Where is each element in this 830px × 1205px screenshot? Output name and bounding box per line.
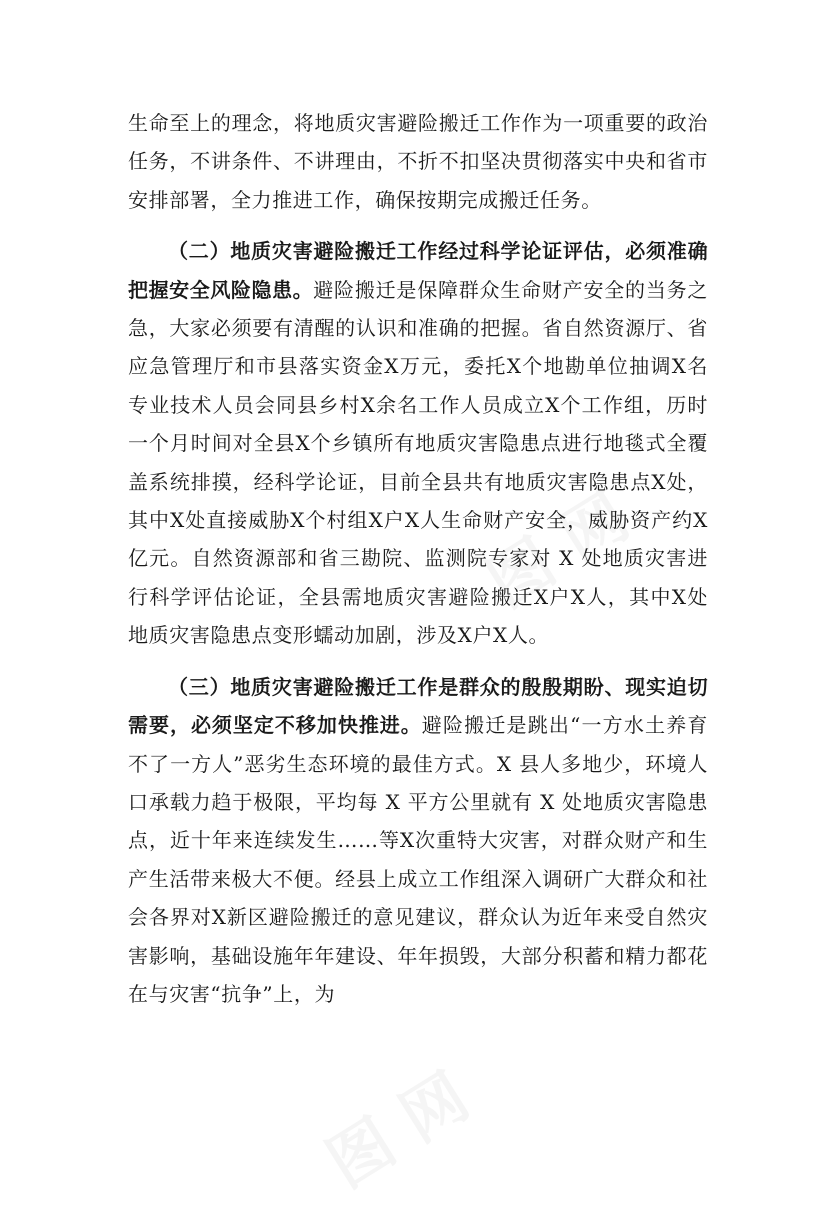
paragraph-heading: （二）地质灾害避险搬迁工作经过科学论证评估，必须准确把握安全风险隐患。 <box>128 239 708 302</box>
paragraph-text: 避险搬迁是保障群众生命财产安全的当务之急，大家必须要有清醒的认识和准确的把握。省自然资源厅、省应急管理厅和市县落实资金X万元，委托X个地勘单位抽调X名专业技术人员会同县乡村X余名工作人员成立X个工作组，历时一个月时间对全县X个乡镇所有地质灾害隐患点进行地毯式全覆盖系统排摸，经科学论证，目前全县共有地质灾害隐患点X处，其中X处直接威胁X个村组X户X人生命财产安全，威胁资产约X亿元。自然资源部和省三勘院、监测院专家对 X 处地质灾害进行科学评估论证，全县需地质灾害避险搬迁X户X人，其中X处地质灾害隐患点变形蠕动加剧，涉及X户X人。 <box>128 277 708 648</box>
watermark: 图 网 <box>314 1059 482 1203</box>
paragraph-heading: （三）地质灾害避险搬迁工作是群众的殷殷期盼、现实迫切需要，必须坚定不移加快推进。 <box>128 674 708 738</box>
paragraph-section-2 <box>128 232 708 654</box>
watermark: 图 网 <box>474 479 642 623</box>
document-body <box>128 104 708 1013</box>
paragraph-continuation <box>128 104 708 219</box>
paragraph-section-3 <box>128 668 708 1014</box>
paragraph-text: 生命至上的理念，将地质灾害避险搬迁工作作为一项重要的政治任务，不讲条件、不讲理由，不折不扣坚决贯彻落实中央和省市安排部署，全力推进工作，确保按期完成搬迁任务。 <box>128 111 708 212</box>
paragraph-text: 避险搬迁是跳出“一方水土养育不了一方人”恶劣生态环境的最佳方式。X 县人多地少，环境人口承载力趋于极限，平均每 X 平方公里就有 X 处地质灾害隐患点，近十年来连续发生……等X次重特大灾害，对群众财产和生产生活带来极大不便。经县上成立工作组深入调研广大群众和社会各界对X新区避险搬迁的意见建议，群众认为近年来受自然灾害影响，基础设施年年建设、年年损毁，大部分积蓄和精力都花在与灾害“抗争”上，为 <box>128 713 708 1006</box>
